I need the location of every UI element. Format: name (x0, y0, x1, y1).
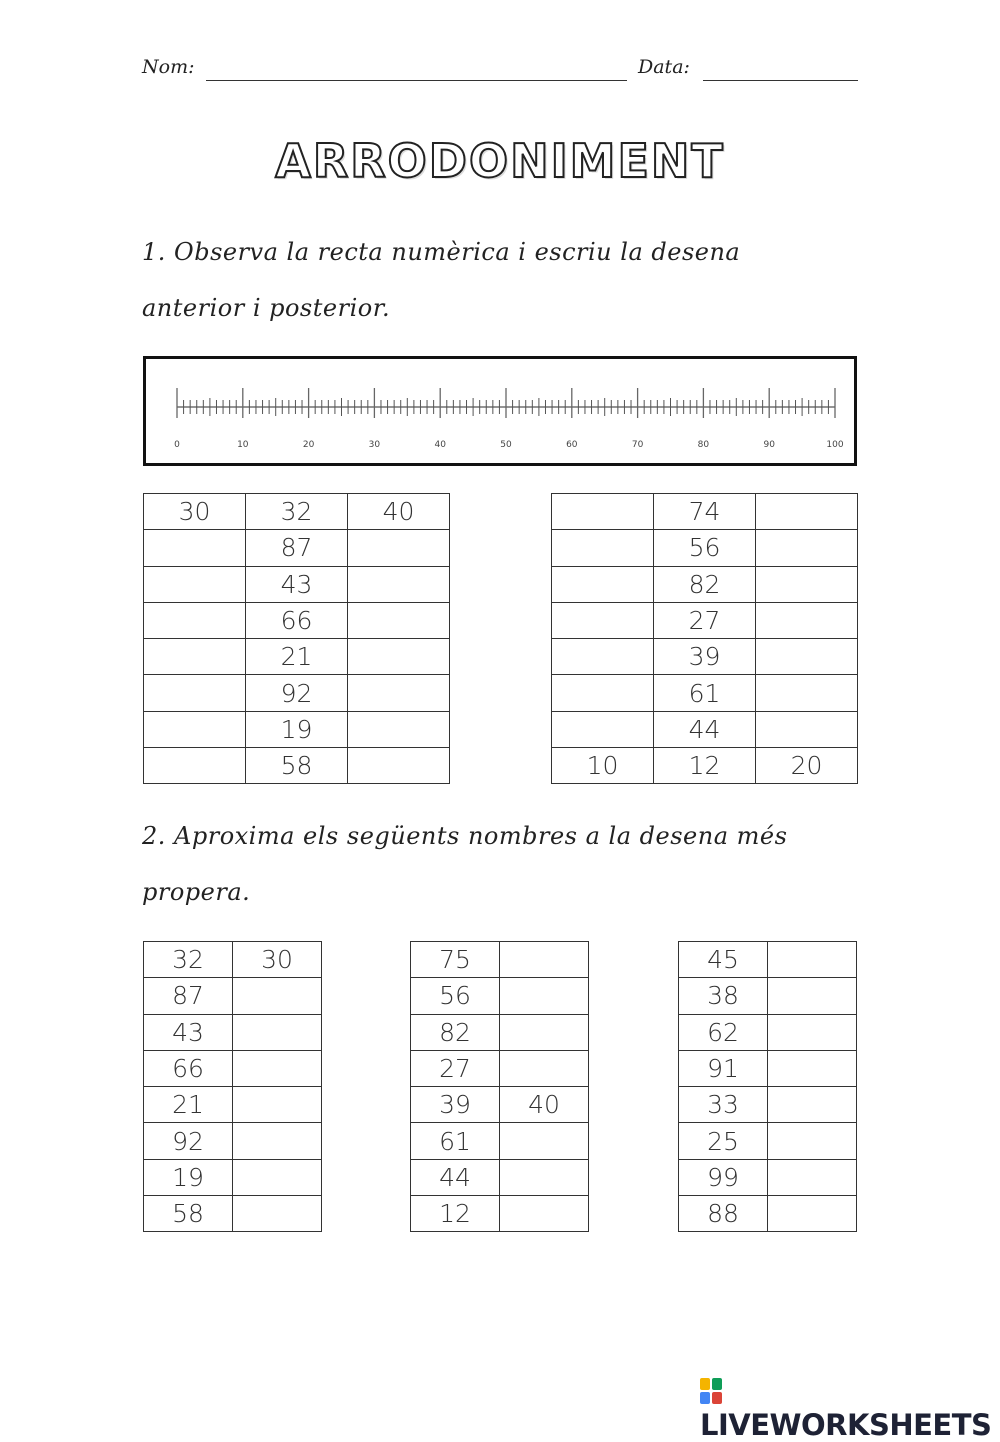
number-cell: 44 (654, 711, 756, 747)
tick-label: 30 (368, 440, 381, 450)
answer-cell[interactable] (768, 1050, 857, 1086)
table-row (679, 942, 857, 978)
number-cell: 61 (654, 675, 756, 711)
exercise1-instruction-line2: anterior i posterior. (142, 294, 391, 322)
tick-label: 60 (566, 440, 578, 450)
answer-cell[interactable] (756, 530, 858, 566)
answer-cell[interactable] (348, 711, 450, 747)
table-row (411, 1050, 589, 1086)
number-cell: 75 (411, 942, 500, 978)
answer-cell[interactable] (348, 675, 450, 711)
number-cell: 12 (654, 748, 756, 784)
table-row (411, 1014, 589, 1050)
table-row (144, 942, 322, 978)
number-cell: 40 (500, 1087, 589, 1123)
table-row (679, 1087, 857, 1123)
table-row (679, 1196, 857, 1232)
table-row (144, 494, 450, 530)
table-row (144, 1014, 322, 1050)
number-cell: 74 (654, 494, 756, 530)
answer-cell[interactable] (500, 1196, 589, 1232)
answer-cell[interactable] (756, 566, 858, 602)
exercise1-instruction-line1: 1. Observa la recta numèrica i escriu la desena (142, 238, 741, 266)
number-cell: 92 (246, 675, 348, 711)
answer-cell[interactable] (500, 1014, 589, 1050)
number-cell: 21 (144, 1087, 233, 1123)
answer-cell[interactable] (768, 942, 857, 978)
number-cell: 82 (411, 1014, 500, 1050)
answer-cell[interactable] (233, 1196, 322, 1232)
exercise2-table-c (678, 941, 857, 1232)
number-line (146, 359, 854, 463)
tick-label: 50 (500, 440, 512, 450)
answer-cell[interactable] (144, 675, 246, 711)
number-cell: 19 (144, 1159, 233, 1195)
table-row (552, 748, 858, 784)
number-cell: 43 (246, 566, 348, 602)
number-cell: 66 (246, 602, 348, 638)
answer-cell[interactable] (144, 748, 246, 784)
table-row (144, 1196, 322, 1232)
table-row (679, 1159, 857, 1195)
answer-cell[interactable] (144, 530, 246, 566)
table-row (411, 978, 589, 1014)
table-row (552, 530, 858, 566)
date-line (703, 80, 858, 81)
number-cell: 30 (144, 494, 246, 530)
table-row (411, 1123, 589, 1159)
table-row (552, 602, 858, 638)
answer-cell[interactable] (144, 639, 246, 675)
number-cell: 12 (411, 1196, 500, 1232)
answer-cell[interactable] (233, 1123, 322, 1159)
table-row (552, 711, 858, 747)
exercise2-instruction-line2: propera. (142, 878, 251, 906)
answer-cell[interactable] (233, 1159, 322, 1195)
number-cell: 43 (144, 1014, 233, 1050)
number-cell: 92 (144, 1123, 233, 1159)
table-row (144, 978, 322, 1014)
answer-cell[interactable] (500, 1159, 589, 1195)
number-cell: 87 (144, 978, 233, 1014)
table-row (144, 602, 450, 638)
liveworksheets-logo-icon (700, 1378, 724, 1404)
number-cell: 39 (411, 1087, 500, 1123)
number-cell: 27 (411, 1050, 500, 1086)
number-cell: 62 (679, 1014, 768, 1050)
table-row (411, 1159, 589, 1195)
number-cell: 66 (144, 1050, 233, 1086)
header (142, 56, 858, 86)
table-row (144, 530, 450, 566)
number-cell: 56 (411, 978, 500, 1014)
number-cell: 91 (679, 1050, 768, 1086)
answer-cell[interactable] (768, 1196, 857, 1232)
tick-label: 20 (302, 440, 315, 450)
exercise2-instruction-line1: 2. Aproxima els següents nombres a la desena més (142, 822, 788, 850)
answer-cell[interactable] (348, 566, 450, 602)
answer-cell[interactable] (552, 711, 654, 747)
answer-cell[interactable] (144, 566, 246, 602)
answer-cell[interactable] (233, 1087, 322, 1123)
exercise2-instruction (142, 808, 858, 920)
tick-label: 40 (434, 440, 446, 450)
table-row (411, 942, 589, 978)
exercise1-table-left (143, 493, 450, 784)
exercise1-instruction (142, 224, 858, 336)
table-row (679, 978, 857, 1014)
answer-cell[interactable] (233, 978, 322, 1014)
table-row (144, 1123, 322, 1159)
table-row (144, 639, 450, 675)
name-label: Nom: (142, 56, 195, 78)
number-cell: 58 (246, 748, 348, 784)
number-cell: 56 (654, 530, 756, 566)
number-cell: 44 (411, 1159, 500, 1195)
number-cell: 19 (246, 711, 348, 747)
table-row (144, 675, 450, 711)
answer-cell[interactable] (144, 602, 246, 638)
answer-cell[interactable] (144, 711, 246, 747)
number-cell: 21 (246, 639, 348, 675)
tick-label: 0 (174, 440, 180, 450)
table-row (679, 1014, 857, 1050)
number-cell: 30 (233, 942, 322, 978)
number-cell: 33 (679, 1087, 768, 1123)
tick-label: 70 (631, 440, 644, 450)
answer-cell[interactable] (552, 639, 654, 675)
number-cell: 58 (144, 1196, 233, 1232)
number-cell: 20 (756, 748, 858, 784)
page-title: ARRODONIMENT (275, 134, 725, 188)
number-cell: 45 (679, 942, 768, 978)
answer-cell[interactable] (500, 942, 589, 978)
table-row (679, 1050, 857, 1086)
answer-cell[interactable] (348, 748, 450, 784)
table-row (144, 566, 450, 602)
answer-cell[interactable] (768, 1087, 857, 1123)
answer-cell[interactable] (756, 639, 858, 675)
number-line-box (143, 356, 857, 466)
answer-cell[interactable] (756, 675, 858, 711)
answer-cell[interactable] (756, 711, 858, 747)
number-cell: 38 (679, 978, 768, 1014)
number-cell: 25 (679, 1123, 768, 1159)
table-row (144, 1050, 322, 1086)
number-cell: 27 (654, 602, 756, 638)
tick-label: 80 (697, 440, 710, 450)
table-row (679, 1123, 857, 1159)
answer-cell[interactable] (756, 602, 858, 638)
exercise2-table-b (410, 941, 589, 1232)
table-row (411, 1196, 589, 1232)
liveworksheets-logo-text: LIVEWORKSHEETS (700, 1408, 992, 1442)
answer-cell[interactable] (768, 1159, 857, 1195)
tick-label: 90 (763, 440, 775, 450)
liveworksheets-logo (700, 1374, 1000, 1442)
number-cell: 40 (348, 494, 450, 530)
table-row (144, 748, 450, 784)
answer-cell[interactable] (233, 1050, 322, 1086)
table-row (552, 639, 858, 675)
name-line (206, 80, 627, 81)
answer-cell[interactable] (768, 1123, 857, 1159)
answer-cell[interactable] (552, 494, 654, 530)
table-row (411, 1087, 589, 1123)
answer-cell[interactable] (552, 602, 654, 638)
table-row (552, 675, 858, 711)
answer-cell[interactable] (500, 978, 589, 1014)
tick-label: 100 (826, 440, 844, 450)
number-cell: 10 (552, 748, 654, 784)
answer-cell[interactable] (500, 1050, 589, 1086)
answer-cell[interactable] (552, 566, 654, 602)
answer-cell[interactable] (552, 530, 654, 566)
answer-cell[interactable] (348, 639, 450, 675)
table-row (144, 1087, 322, 1123)
answer-cell[interactable] (768, 1014, 857, 1050)
number-cell: 61 (411, 1123, 500, 1159)
tick-label: 10 (237, 440, 249, 450)
number-cell: 32 (144, 942, 233, 978)
table-row (144, 711, 450, 747)
number-cell: 32 (246, 494, 348, 530)
exercise1-table-right (551, 493, 858, 784)
number-cell: 82 (654, 566, 756, 602)
answer-cell[interactable] (348, 530, 450, 566)
number-cell: 99 (679, 1159, 768, 1195)
answer-cell[interactable] (348, 602, 450, 638)
answer-cell[interactable] (500, 1123, 589, 1159)
date-label: Data: (638, 56, 690, 78)
number-cell: 39 (654, 639, 756, 675)
table-row (552, 494, 858, 530)
answer-cell[interactable] (552, 675, 654, 711)
table-row (552, 566, 858, 602)
answer-cell[interactable] (233, 1014, 322, 1050)
answer-cell[interactable] (756, 494, 858, 530)
table-row (144, 1159, 322, 1195)
number-cell: 88 (679, 1196, 768, 1232)
number-cell: 87 (246, 530, 348, 566)
exercise2-table-a (143, 941, 322, 1232)
answer-cell[interactable] (768, 978, 857, 1014)
